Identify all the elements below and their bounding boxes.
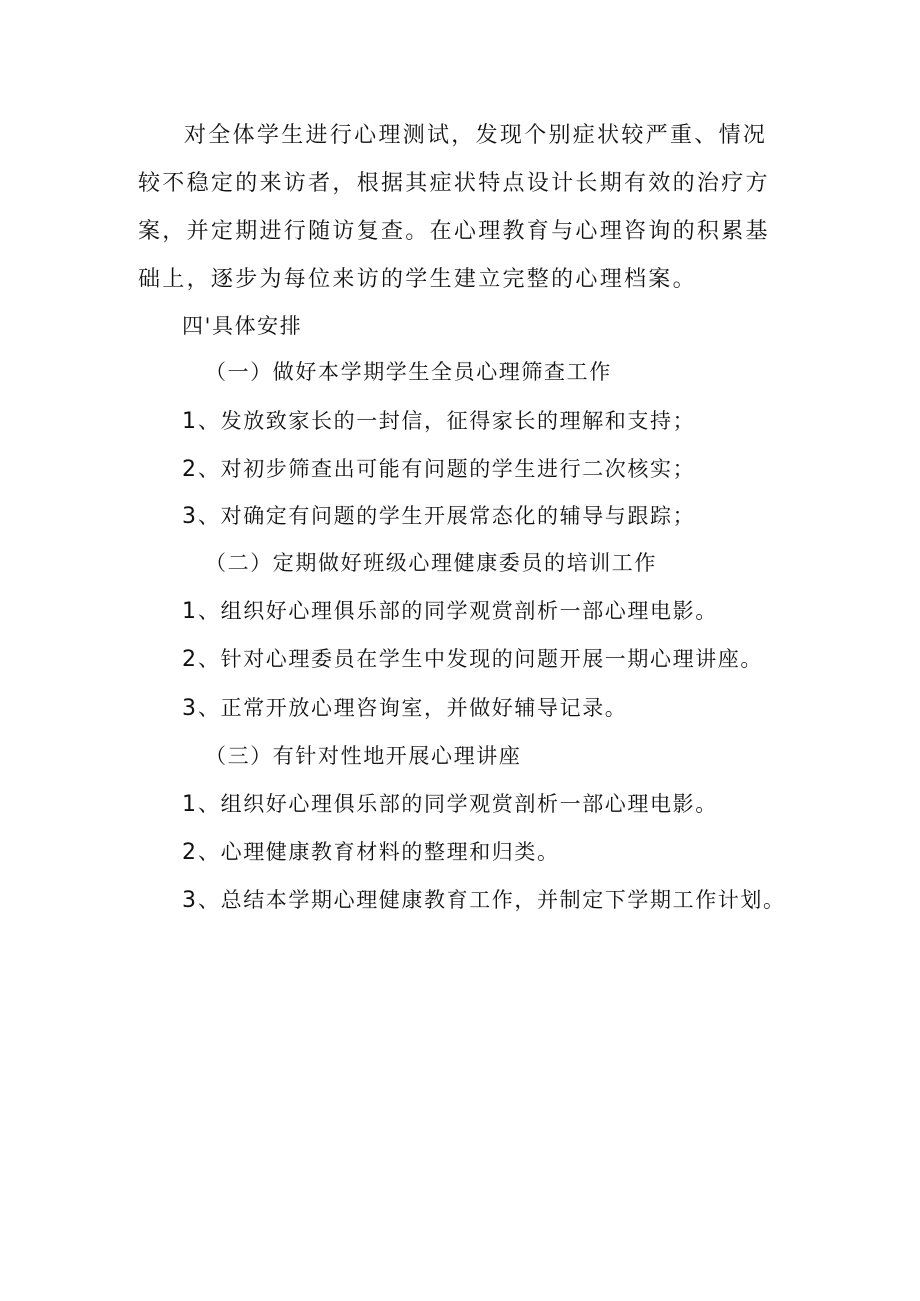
item-number: 3 [182,888,196,913]
list-item [182,885,786,916]
item-number: 3 [182,504,196,529]
subsection-title-2: （二）定期做好班级心理健康委员的培训工作 [205,551,657,575]
intro-paragraph: 对全体学生进行心理测试，发现个别症状较严重、情况较不稳定的来访者，根据其症状特点设计长期有效的治疗方案，并定期进行随访复查。在心理教育与心理咨询的积累基础上，逐步为每位来访的学生建立完整的心理档案。 [138,123,770,292]
item-number: 2 [182,647,196,672]
item-text: 、总结本学期心理健康教育工作，并制定下学期工作计划。 [198,888,786,912]
list-item [182,644,763,675]
list-item [182,406,695,437]
list-item [182,693,627,724]
list-item [182,837,560,868]
list-item [182,596,718,627]
list-item [182,501,695,532]
item-text: 、发放致家长的一封信，征得家长的理解和支持； [198,409,696,433]
item-text: 、组织好心理俱乐部的同学观赏剖析一部心理电影。 [198,599,718,623]
item-number: 2 [182,840,196,865]
item-text: 、组织好心理俱乐部的同学观赏剖析一部心理电影。 [198,792,718,816]
item-number: 1 [182,599,196,624]
item-number: 2 [182,457,196,482]
list-item [182,789,718,820]
section-heading: 四'具体安排 [182,314,303,338]
item-number: 1 [182,409,196,434]
item-number: 1 [182,792,196,817]
list-item [182,454,695,485]
item-text: 、对初步筛查出可能有问题的学生进行二次核实； [198,457,696,481]
item-text: 、对确定有问题的学生开展常态化的辅导与跟踪； [198,504,696,528]
item-text: 、针对心理委员在学生中发现的问题开展一期心理讲座。 [198,647,763,671]
subsection-title-3: （三）有针对性地开展心理讲座 [205,744,522,768]
item-text: 、心理健康教育材料的整理和归类。 [198,840,560,864]
subsection-title-1: （一）做好本学期学生全员心理筛查工作 [205,360,612,384]
item-text: 、正常开放心理咨询室，并做好辅导记录。 [198,696,628,720]
item-number: 3 [182,696,196,721]
